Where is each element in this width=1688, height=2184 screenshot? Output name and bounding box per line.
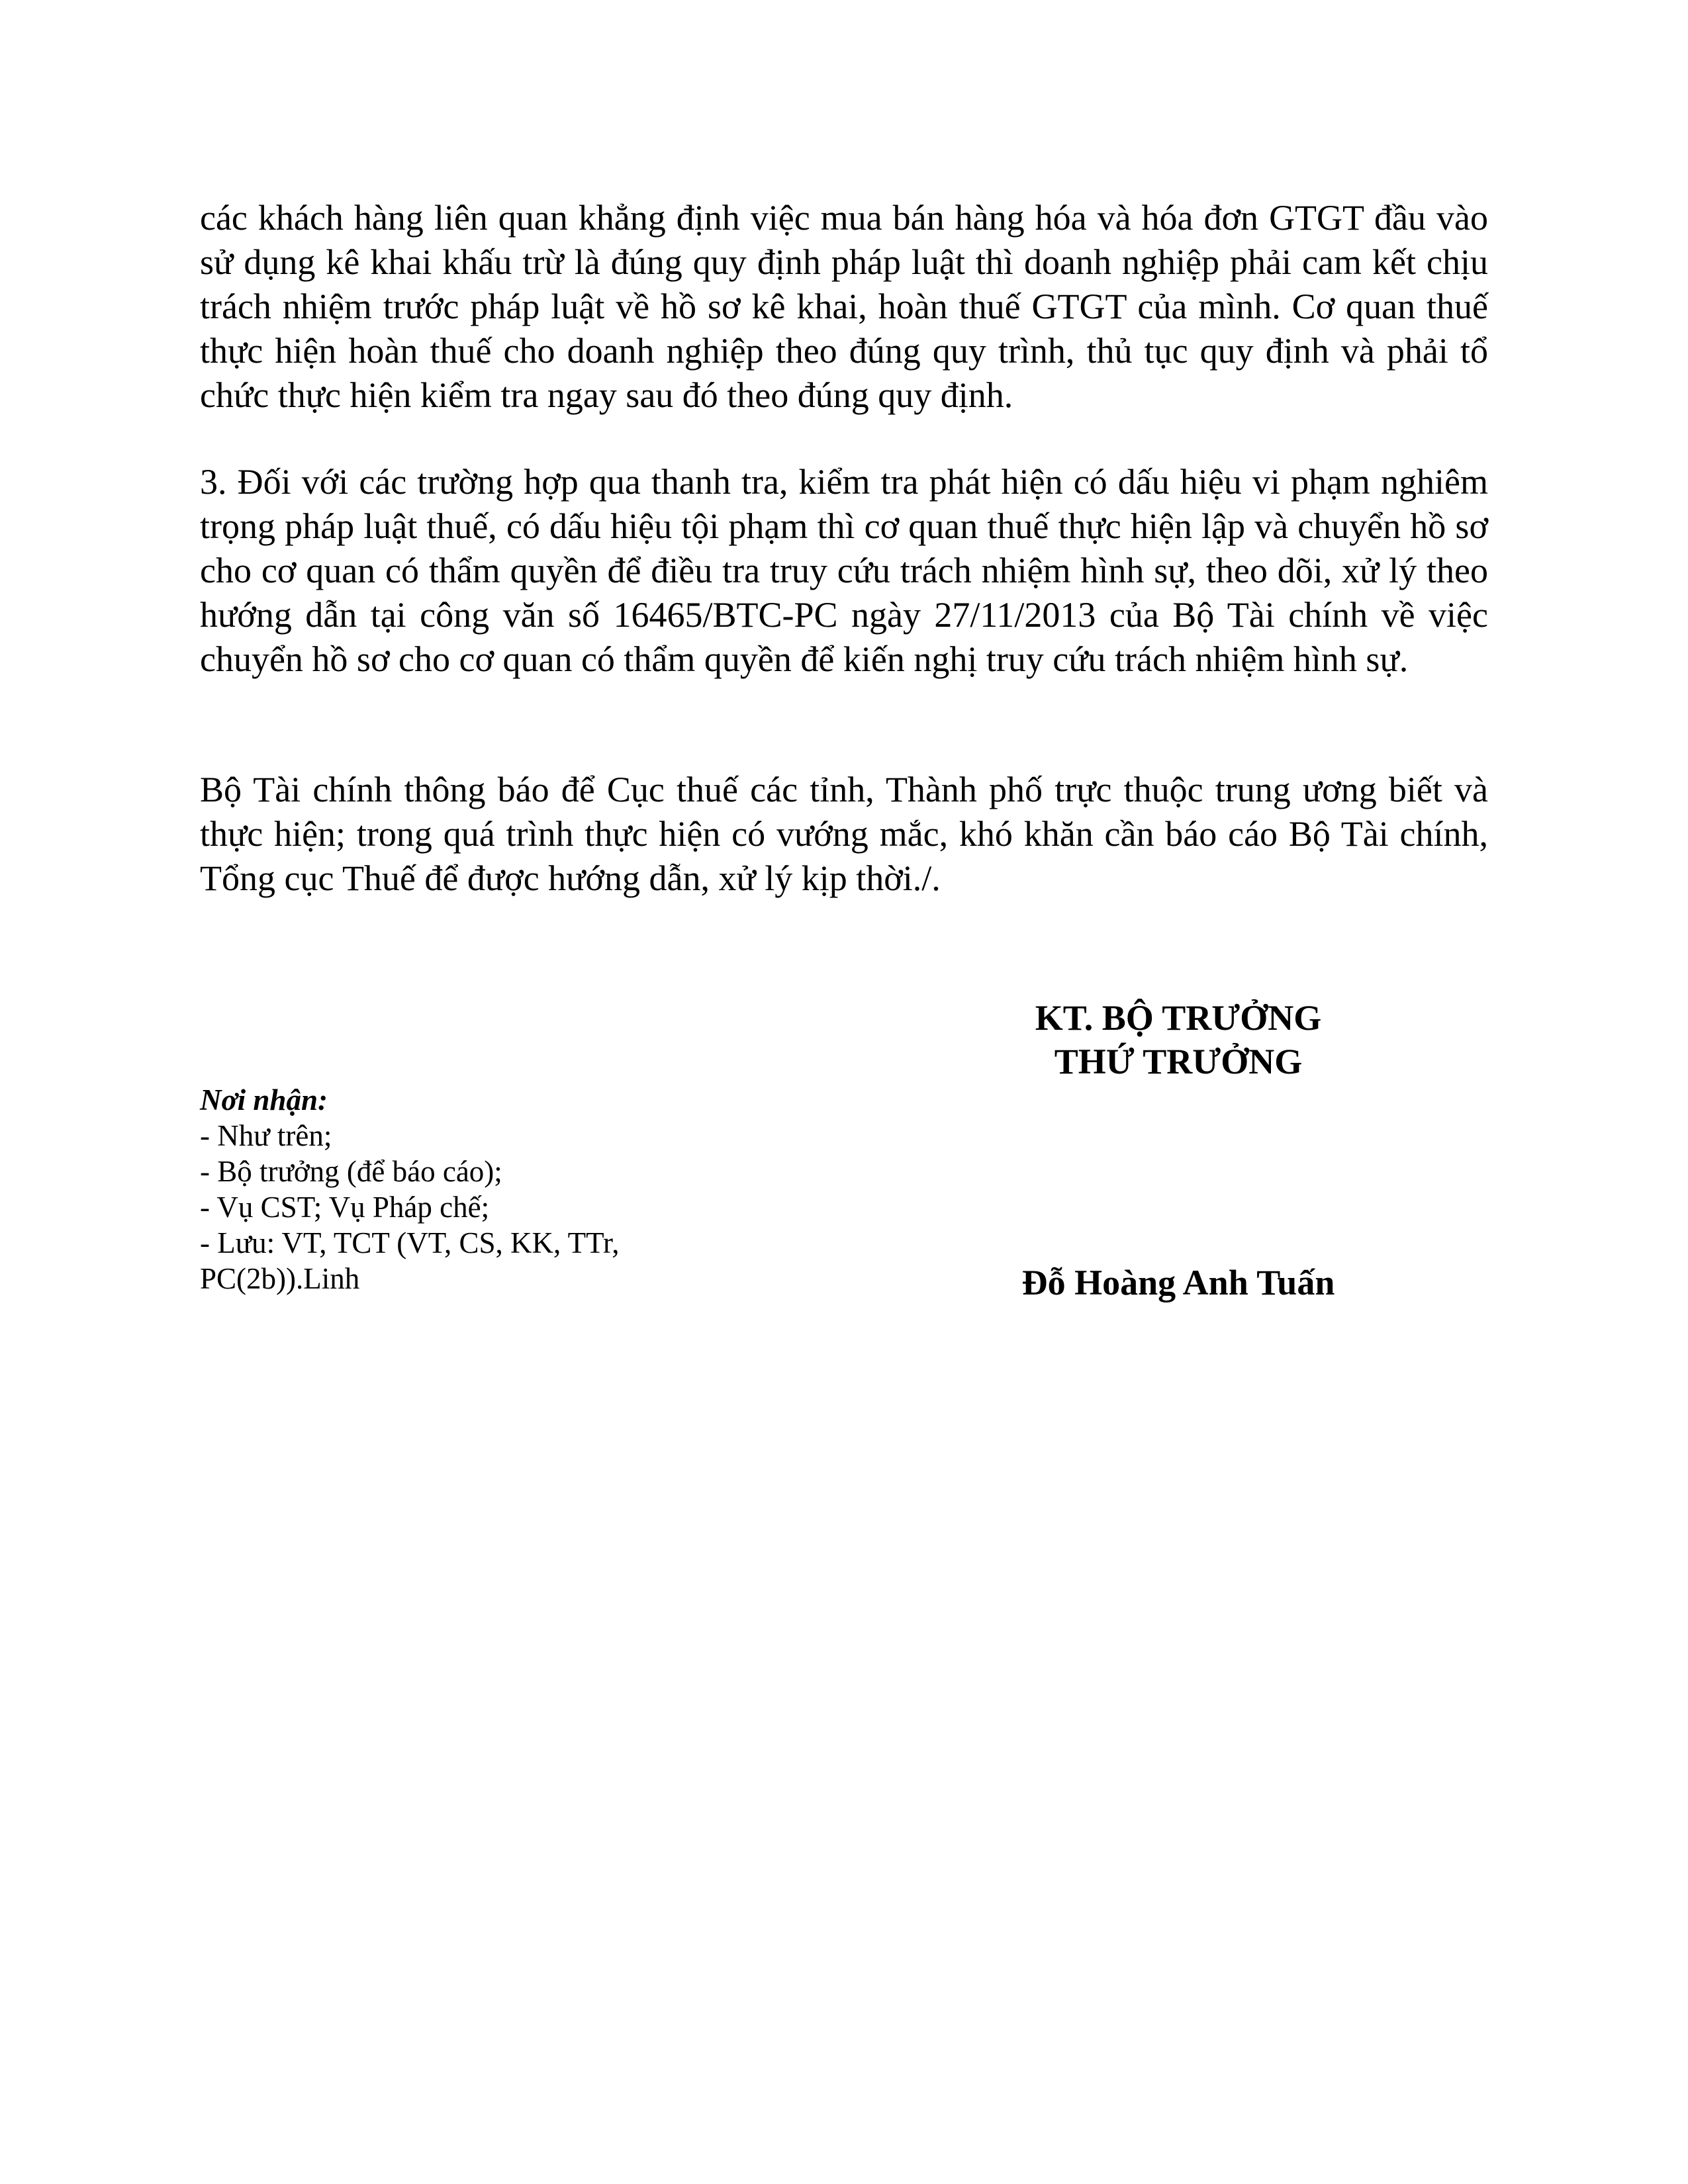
- recipients-block: [200, 1082, 729, 1297]
- signature-position-line1: KT. BỘ TRƯỞNG: [1035, 998, 1322, 1038]
- signature-title: [880, 996, 1476, 1083]
- recipient-item: - Bộ trưởng (để báo cáo);: [200, 1155, 502, 1188]
- body-paragraph-1: các khách hàng liên quan khẳng định việc mua bán hàng hóa và hóa đơn GTGT đầu vào sử dụng kê khai khấu trừ là đúng quy định pháp luật thì doanh nghiệp phải cam kết chịu trách nhiệm trước pháp luật về hồ sơ kê khai, hoàn thuế GTGT của mình. Cơ quan thuế thực hiện hoàn thuế cho doanh nghiệp theo đúng quy trình, thủ tục quy định và phải tổ chức thực hiện kiểm tra ngay sau đó theo đúng quy định.: [200, 198, 1488, 415]
- recipient-item: - Vụ CST; Vụ Pháp chế;: [200, 1191, 490, 1224]
- recipient-item: - Như trên;: [200, 1119, 332, 1152]
- body-paragraph-2: 3. Đối với các trường hợp qua thanh tra, kiểm tra phát hiện có dấu hiệu vi phạm nghiêm trọng pháp luật thuế, có dấu hiệu tội phạm thì cơ quan thuế thực hiện lập và chuyển hồ sơ cho cơ quan có thẩm quyền để điều tra truy cứu trách nhiệm hình sự, theo dõi, xử lý theo hướng dẫn tại công văn số 16465/BTC-PC ngày 27/11/2013 của Bộ Tài chính về việc chuyển hồ sơ cho cơ quan có thẩm quyền để kiến nghị truy cứu trách nhiệm hình sự.: [200, 462, 1488, 679]
- recipient-item: - Lưu: VT, TCT (VT, CS, KK, TTr, PC(2b)).Linh: [200, 1226, 620, 1295]
- recipients-heading: Nơi nhận:: [200, 1083, 328, 1116]
- body-paragraph-3: Bộ Tài chính thông báo để Cục thuế các tỉnh, Thành phố trực thuộc trung ương biết và thực hiện; trong quá trình thực hiện có vướng mắc, khó khăn cần báo cáo Bộ Tài chính, Tổng cục Thuế để được hướng dẫn, xử lý kịp thời./.: [200, 770, 1488, 898]
- signer-name: Đỗ Hoàng Anh Tuấn: [1021, 1263, 1335, 1302]
- signature-position-line2: THỨ TRƯỞNG: [1054, 1042, 1303, 1081]
